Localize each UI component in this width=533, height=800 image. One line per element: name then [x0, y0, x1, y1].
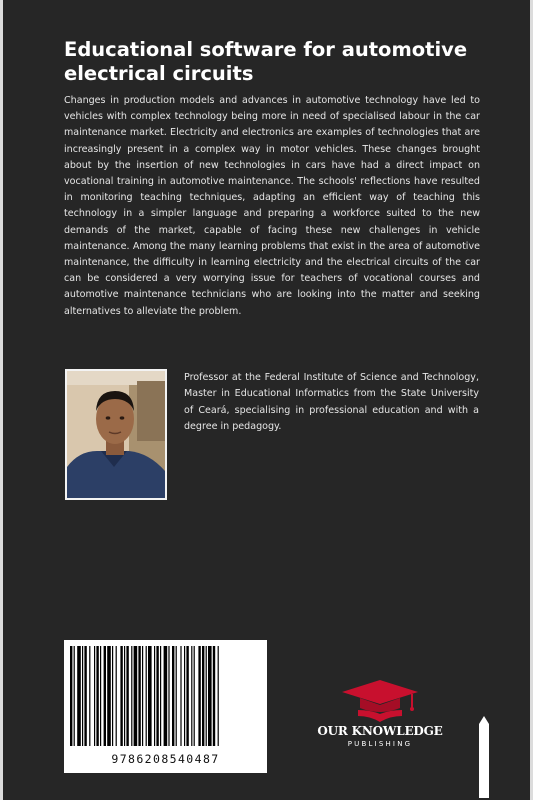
spine-mark-icon	[473, 716, 495, 798]
author-bio: Professor at the Federal Institute of Science and Technology, Master in Educational Informatics from the State University of Ceará, specialising in professional education and with a degree in pedagogy.	[184, 372, 479, 432]
book-description: Changes in production models and advances in automotive technology have led to vehicles with complex technology being more in need of specialised labour in the car maintenance market. Electricity and electronics are examples of technologies that are increasingly present in a complex way in motor vehicles. These changes brought about by the insertion of new technologies in cars have had a direct impact on vocational training in automotive maintenance. The schools' reflections have resulted in monitoring teaching techniques, adapting an efficient way of teaching this technology in a simpler language and preparing a workforce suited to the new demands of the market, capable of facing these new challenges in vehicle maintenance. Among the many learning problems that exist in the area of automotive maintenance, the difficulty in learning electricity and the electrical circuits of the car can be considered a very worrying issue for teachers of vocational courses and automotive maintenance technicians who are looking into the matter and seeking alternatives to alleviate the problem.	[64, 95, 480, 317]
barcode-bars	[64, 640, 267, 750]
isbn-barcode	[64, 640, 267, 773]
graduation-cap-book-icon	[340, 678, 420, 722]
author-photo	[65, 369, 167, 500]
book-title: Educational software for automotive electrical circuits	[64, 38, 468, 85]
isbn-number: 9786208540487	[111, 752, 220, 766]
publisher-tagline: PUBLISHING	[347, 740, 413, 748]
publisher-name: OUR KNOWLEDGE	[317, 724, 443, 738]
